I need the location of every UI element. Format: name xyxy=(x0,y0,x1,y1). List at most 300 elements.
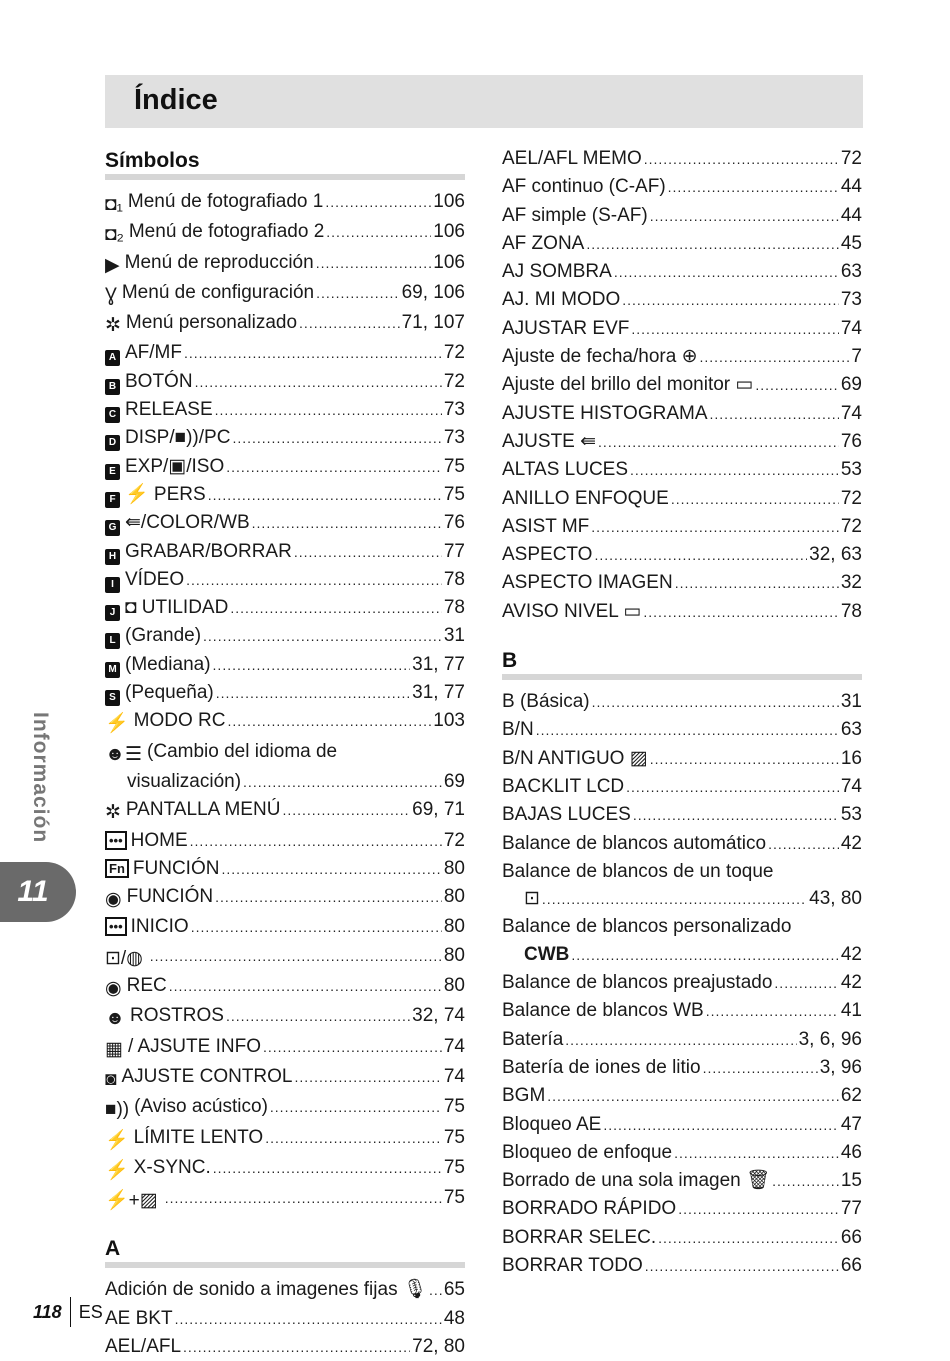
entry-page-ref: 3, 96 xyxy=(819,1056,862,1078)
entry-page-ref: 32, 63 xyxy=(809,544,862,566)
entry-page-ref: 106 xyxy=(433,251,465,273)
leader-dots xyxy=(586,231,839,258)
index-entry xyxy=(105,1093,465,1123)
index-entry-first-line xyxy=(105,738,465,768)
index-entry xyxy=(105,218,465,248)
entry-label xyxy=(105,1305,173,1332)
entry-text: Menú de configuración xyxy=(121,281,315,303)
menu-tab-s-icon: S xyxy=(105,690,120,706)
entry-label xyxy=(502,456,628,483)
entry-text: AJUSTE CONTROL xyxy=(121,1065,293,1087)
entry-text: AJUSTE ⇚ xyxy=(502,430,597,452)
entry-label xyxy=(502,315,629,342)
entry-label xyxy=(502,145,642,172)
leader-dots xyxy=(316,250,432,277)
entry-text: ⇚/COLOR/WB xyxy=(125,512,250,534)
leader-dots xyxy=(232,425,441,452)
title-bar xyxy=(105,75,863,128)
entry-text: GRABAR/BORRAR xyxy=(125,540,292,562)
leader-dots xyxy=(184,340,442,367)
index-entry xyxy=(502,569,862,597)
index-entry xyxy=(502,1167,862,1195)
flash-icon: ⚡ xyxy=(105,1159,129,1181)
leader-dots xyxy=(221,856,441,883)
leader-dots xyxy=(774,970,838,997)
entry-label xyxy=(105,651,211,678)
entry-text: (Grande) xyxy=(125,625,202,647)
entry-label xyxy=(502,1026,563,1053)
index-entry xyxy=(105,679,465,707)
entry-label xyxy=(105,218,324,248)
entry-label xyxy=(502,745,648,772)
menu-tab-i-icon: I xyxy=(105,577,120,593)
index-entry xyxy=(502,1054,862,1082)
index-entry xyxy=(502,485,862,513)
index-entry xyxy=(502,997,862,1025)
index-entry xyxy=(502,315,862,343)
index-entry xyxy=(105,424,465,452)
index-entry xyxy=(502,830,862,858)
leader-dots xyxy=(165,1185,442,1212)
index-entry xyxy=(502,145,862,173)
entry-label xyxy=(105,1124,263,1154)
play-icon: ▶ xyxy=(105,254,120,276)
leader-dots xyxy=(755,372,839,399)
leader-dots xyxy=(633,802,839,829)
entry-label xyxy=(502,830,766,857)
leader-dots xyxy=(614,259,839,286)
entry-label xyxy=(105,883,213,913)
entry-label xyxy=(105,827,188,854)
entry-page-ref: 53 xyxy=(840,459,862,481)
index-entry xyxy=(502,801,862,829)
entry-page-ref: 74 xyxy=(840,402,862,424)
index-entry xyxy=(502,969,862,997)
entry-label xyxy=(502,173,666,200)
menu-tab-c-icon: C xyxy=(105,407,120,423)
index-entry xyxy=(502,428,862,456)
index-entry xyxy=(105,453,465,481)
flash-icon: ⚡ xyxy=(105,1129,129,1151)
entry-text: VÍDEO xyxy=(125,568,185,590)
entry-page-ref: 80 xyxy=(443,857,465,879)
entry-label xyxy=(502,513,589,540)
entry-label xyxy=(502,1111,601,1138)
index-entry xyxy=(502,541,862,569)
entry-label xyxy=(105,368,193,395)
wrench-icon: Ɣ xyxy=(105,284,117,306)
index-entry-first-line xyxy=(502,913,862,940)
entry-label xyxy=(105,249,314,279)
entry-label xyxy=(105,339,182,366)
entry-label: Balance de blancos personalizado xyxy=(502,916,792,938)
leader-dots xyxy=(536,717,839,744)
index-entry xyxy=(105,1002,465,1032)
index-entry xyxy=(105,566,465,594)
index-entry xyxy=(105,339,465,367)
leader-dots xyxy=(547,1083,839,1110)
entry-label xyxy=(502,1167,770,1194)
index-entry xyxy=(502,1195,862,1223)
index-entry xyxy=(105,1033,465,1063)
footer-divider xyxy=(70,1297,71,1327)
leader-dots xyxy=(215,884,442,911)
index-entry xyxy=(105,309,465,339)
entry-label xyxy=(105,594,228,621)
entry-page-ref: 31, 77 xyxy=(412,653,465,675)
entry-text: B (Básica) xyxy=(502,691,590,713)
chapter-side-label: Información xyxy=(29,712,52,844)
leader-dots xyxy=(658,1225,839,1252)
menu-tab-e-icon: E xyxy=(105,464,120,480)
index-entry xyxy=(502,688,862,716)
index-entry xyxy=(502,230,862,258)
flash-comp-icon: ⚡+▨ xyxy=(105,1190,158,1212)
index-entry xyxy=(502,716,862,744)
entry-text: Menú de fotografiado 1 xyxy=(127,191,324,212)
index-entry xyxy=(502,941,862,969)
entry-page-ref: 31 xyxy=(443,625,465,647)
entry-page-ref: 76 xyxy=(840,430,862,452)
camera-1-icon: ◘₁ xyxy=(105,194,123,215)
leader-dots xyxy=(542,886,807,913)
home-frame-icon: ••• xyxy=(105,917,127,936)
entry-label xyxy=(502,258,612,285)
entry-label xyxy=(105,1276,427,1303)
index-entry xyxy=(502,513,862,541)
entry-text: AJ SOMBRA xyxy=(502,261,612,283)
entry-text: AEL/AFL xyxy=(105,1335,182,1357)
entry-page-ref: 106 xyxy=(433,221,465,243)
entry-label xyxy=(502,230,584,257)
section-heading: A xyxy=(105,1236,465,1268)
page-title: Índice xyxy=(134,84,218,116)
index-entry xyxy=(502,371,862,399)
index-entry xyxy=(105,396,465,424)
leader-dots xyxy=(326,219,431,246)
leader-dots xyxy=(703,1055,818,1082)
entry-label: (Cambio del idioma de xyxy=(147,740,338,762)
entry-page-ref: 72 xyxy=(840,515,862,537)
index-entry xyxy=(105,1124,465,1154)
leader-dots xyxy=(195,369,442,396)
index-entry xyxy=(502,1026,862,1054)
index-entry xyxy=(105,1063,465,1093)
entry-page-ref: 75 xyxy=(443,1156,465,1178)
entry-page-ref: 74 xyxy=(443,1065,465,1087)
entry-text: AJUSTE HISTOGRAMA xyxy=(502,402,708,424)
leader-dots xyxy=(208,482,442,509)
entry-page-ref: 66 xyxy=(840,1226,862,1248)
leader-dots xyxy=(183,1334,410,1361)
entry-page-ref: 53 xyxy=(840,804,862,826)
entry-text: BORRAR SELEC. xyxy=(502,1226,657,1248)
entry-text: X-SYNC. xyxy=(133,1156,211,1178)
leader-dots xyxy=(263,1034,442,1061)
index-entry xyxy=(502,456,862,484)
entry-text: INICIO xyxy=(130,916,189,938)
index-entry xyxy=(502,1111,862,1139)
entry-text: AVISO NIVEL ▭ xyxy=(502,600,642,622)
entry-page-ref: 75 xyxy=(443,1096,465,1118)
circle-dot-icon: ◉ xyxy=(105,889,122,911)
entry-label xyxy=(105,707,226,737)
leader-dots xyxy=(678,1196,839,1223)
leader-dots xyxy=(213,1155,442,1182)
entry-label xyxy=(105,566,184,593)
index-entry xyxy=(502,1139,862,1167)
entry-page-ref: 47 xyxy=(840,1113,862,1135)
entry-text: Batería de iones de litio xyxy=(502,1056,701,1078)
index-entry xyxy=(502,1082,862,1110)
entry-label xyxy=(502,997,704,1024)
entry-page-ref: 73 xyxy=(443,399,465,421)
entry-page-ref: 48 xyxy=(443,1307,465,1329)
entry-label xyxy=(502,1252,643,1279)
entry-page-ref: 78 xyxy=(840,600,862,622)
entry-page-ref: 31, 77 xyxy=(412,682,465,704)
leader-dots xyxy=(645,1253,839,1280)
entry-text: Menú de reproducción xyxy=(124,251,314,273)
entry-text: AF continuo (C-AF) xyxy=(502,176,666,198)
entry-label xyxy=(105,679,214,706)
leader-dots xyxy=(675,570,839,597)
grid-icon: ▦ xyxy=(105,1038,123,1060)
index-entry xyxy=(105,972,465,1002)
entry-page-ref: 69 xyxy=(443,770,465,792)
entry-page-ref: 31 xyxy=(840,691,862,713)
leader-dots xyxy=(265,1125,442,1152)
entry-page-ref: 75 xyxy=(443,483,465,505)
index-entry xyxy=(105,279,465,309)
entry-page-ref: 72 xyxy=(443,342,465,364)
index-entry xyxy=(105,509,465,537)
menu-tab-g-icon: G xyxy=(105,520,120,536)
entry-label xyxy=(105,942,148,972)
entry-label xyxy=(502,485,669,512)
entry-text: BAJAS LUCES xyxy=(502,804,631,826)
entry-text: Balance de blancos automático xyxy=(502,832,767,854)
entry-page-ref: 46 xyxy=(840,1141,862,1163)
section-heading: B xyxy=(502,648,862,680)
entry-text: AF/MF xyxy=(125,342,182,364)
camera-2-icon: ◘₂ xyxy=(105,224,124,246)
entry-page-ref: 103 xyxy=(433,710,465,732)
entry-text: MODO RC xyxy=(133,710,226,732)
entry-label xyxy=(105,279,314,309)
menu-tab-b-icon: B xyxy=(105,379,120,395)
circle-dot-icon: ◉ xyxy=(105,978,122,1000)
leader-dots xyxy=(650,746,839,773)
menu-tab-l-icon: L xyxy=(105,633,120,649)
index-entry xyxy=(105,1184,465,1214)
entry-page-ref: 42 xyxy=(840,943,862,965)
entry-text: BORRADO RÁPIDO xyxy=(502,1198,677,1220)
leader-dots xyxy=(592,689,839,716)
leader-dots xyxy=(668,174,839,201)
leader-dots xyxy=(603,1112,839,1139)
entry-text: Balance de blancos preajustado xyxy=(502,972,773,994)
fn-button-icon: Fn xyxy=(105,859,129,878)
leader-dots xyxy=(650,203,839,230)
entry-label xyxy=(502,969,772,996)
index-entry xyxy=(105,594,465,622)
leader-dots xyxy=(203,623,442,650)
menu-tab-d-icon: D xyxy=(105,435,120,451)
entry-page-ref: 80 xyxy=(443,916,465,938)
index-entry xyxy=(105,1333,465,1361)
entry-label xyxy=(502,371,753,398)
index-entry xyxy=(105,855,465,883)
entry-page-ref: 72 xyxy=(443,829,465,851)
entry-label xyxy=(105,453,224,480)
leader-dots xyxy=(631,316,838,343)
entry-text: ANILLO ENFOQUE xyxy=(502,487,669,509)
entry-page-ref: 66 xyxy=(840,1254,862,1276)
entry-label xyxy=(105,622,201,649)
index-entry xyxy=(105,707,465,737)
entry-page-ref: 75 xyxy=(443,1126,465,1148)
entry-text: ⚡ PERS xyxy=(125,483,206,505)
custom-gear-icon: ✲ xyxy=(105,802,121,824)
leader-dots xyxy=(630,457,839,484)
entry-label xyxy=(105,796,280,826)
custom-gear-icon: ✲ xyxy=(105,315,121,337)
entry-label xyxy=(105,309,297,339)
page-number: 118 xyxy=(33,1301,62,1322)
entry-text: FUNCIÓN xyxy=(126,886,214,908)
entry-text: AF simple (S-AF) xyxy=(502,204,648,226)
entry-page-ref: 74 xyxy=(840,317,862,339)
page-footer xyxy=(33,1297,103,1327)
entry-label xyxy=(502,716,534,743)
entry-page-ref: 44 xyxy=(840,176,862,198)
entry-text: AE BKT xyxy=(105,1307,173,1329)
leader-dots xyxy=(252,510,442,537)
entry-page-ref: 42 xyxy=(840,832,862,854)
leader-dots xyxy=(299,310,400,337)
entry-label xyxy=(105,1063,293,1093)
index-entry xyxy=(502,343,862,371)
entry-label xyxy=(502,1195,676,1222)
entry-text: AJ. MI MODO xyxy=(502,289,621,311)
index-entry xyxy=(105,827,465,855)
entry-text: LÍMITE LENTO xyxy=(133,1126,264,1148)
index-entry xyxy=(502,745,862,773)
index-column-left xyxy=(105,148,465,1361)
leader-dots xyxy=(772,1168,839,1195)
index-entry xyxy=(105,883,465,913)
index-entry xyxy=(105,538,465,566)
leader-dots xyxy=(150,943,442,970)
entry-label xyxy=(105,913,189,940)
entry-text: EXP/▣/ISO xyxy=(125,455,225,477)
entry-label xyxy=(502,202,648,229)
face-icon: ☻ xyxy=(105,1008,125,1030)
entry-page-ref: 69, 106 xyxy=(401,281,465,303)
entry-label xyxy=(105,1033,261,1063)
entry-text: Balance de blancos WB xyxy=(502,1000,704,1022)
index-entry xyxy=(105,942,465,972)
leader-dots xyxy=(270,1094,442,1121)
entry-text: ASPECTO xyxy=(502,544,593,566)
index-entry xyxy=(105,622,465,650)
index-entry xyxy=(105,1154,465,1184)
entry-page-ref: 69 xyxy=(840,374,862,396)
entry-label xyxy=(502,428,596,455)
menu-tab-j-icon: J xyxy=(105,605,120,621)
entry-text: B/N xyxy=(502,719,534,741)
entry-page-ref: 44 xyxy=(840,204,862,226)
entry-text: AEL/AFL MEMO xyxy=(502,148,642,169)
flash-icon: ⚡ xyxy=(105,713,129,735)
leader-dots xyxy=(169,973,442,1000)
entry-page-ref: 3, 6, 96 xyxy=(798,1028,862,1050)
entry-text: ◘ UTILIDAD xyxy=(125,597,229,619)
entry-text: Menú personalizado xyxy=(125,312,298,334)
entry-text: ROSTROS xyxy=(130,1005,224,1027)
camera-icon: ◙ xyxy=(105,1068,117,1090)
leader-dots xyxy=(565,1027,796,1054)
leader-dots xyxy=(571,942,838,969)
speaker-icon: ■)) xyxy=(105,1099,130,1121)
entry-label xyxy=(502,400,708,427)
entry-page-ref: 77 xyxy=(443,540,465,562)
entry-text: RELEASE xyxy=(125,399,213,421)
entry-page-ref: 16 xyxy=(840,747,862,769)
entry-label xyxy=(105,1154,211,1184)
entry-label-cont: visualización) xyxy=(127,770,242,792)
entry-text: Borrado de una sola imagen 🗑 xyxy=(502,1170,771,1192)
entry-page-ref: 75 xyxy=(443,455,465,477)
entry-label xyxy=(502,598,641,625)
entry-text: Menú de fotografiado 2 xyxy=(128,221,325,243)
index-entry xyxy=(105,188,465,218)
entry-label xyxy=(105,972,167,1002)
menu-tab-a-icon: A xyxy=(105,350,120,366)
entry-label xyxy=(105,538,292,565)
leader-dots xyxy=(706,998,839,1025)
entry-label xyxy=(105,1333,181,1360)
entry-label xyxy=(105,855,219,882)
entry-page-ref: 41 xyxy=(840,1000,862,1022)
leader-dots xyxy=(626,774,839,801)
home-frame-icon: ••• xyxy=(105,831,127,850)
entry-label xyxy=(502,541,592,568)
leader-dots xyxy=(243,769,442,796)
entry-label xyxy=(105,481,206,508)
index-entry xyxy=(105,796,465,826)
entry-text: BGM xyxy=(502,1085,546,1107)
menu-tab-f-icon: F xyxy=(105,492,120,508)
entry-text: (Aviso acústico) xyxy=(134,1096,268,1118)
menu-tab-h-icon: H xyxy=(105,549,120,565)
leader-dots xyxy=(674,1140,839,1167)
entry-text: (Pequeña) xyxy=(125,682,214,704)
entry-page-ref: 76 xyxy=(443,512,465,534)
entry-text: (Mediana) xyxy=(125,653,211,675)
leader-dots xyxy=(216,680,410,707)
chapter-tab: 11 xyxy=(0,862,76,922)
index-entry xyxy=(502,773,862,801)
entry-text: Ajuste de fecha/hora ⊕ xyxy=(502,346,698,368)
leader-dots xyxy=(710,401,839,428)
section-heading: Símbolos xyxy=(105,148,465,180)
entry-page-ref: 15 xyxy=(840,1170,862,1192)
leader-dots xyxy=(325,189,431,216)
entry-page-ref: 71, 107 xyxy=(401,312,465,334)
index-entry xyxy=(105,1276,465,1304)
